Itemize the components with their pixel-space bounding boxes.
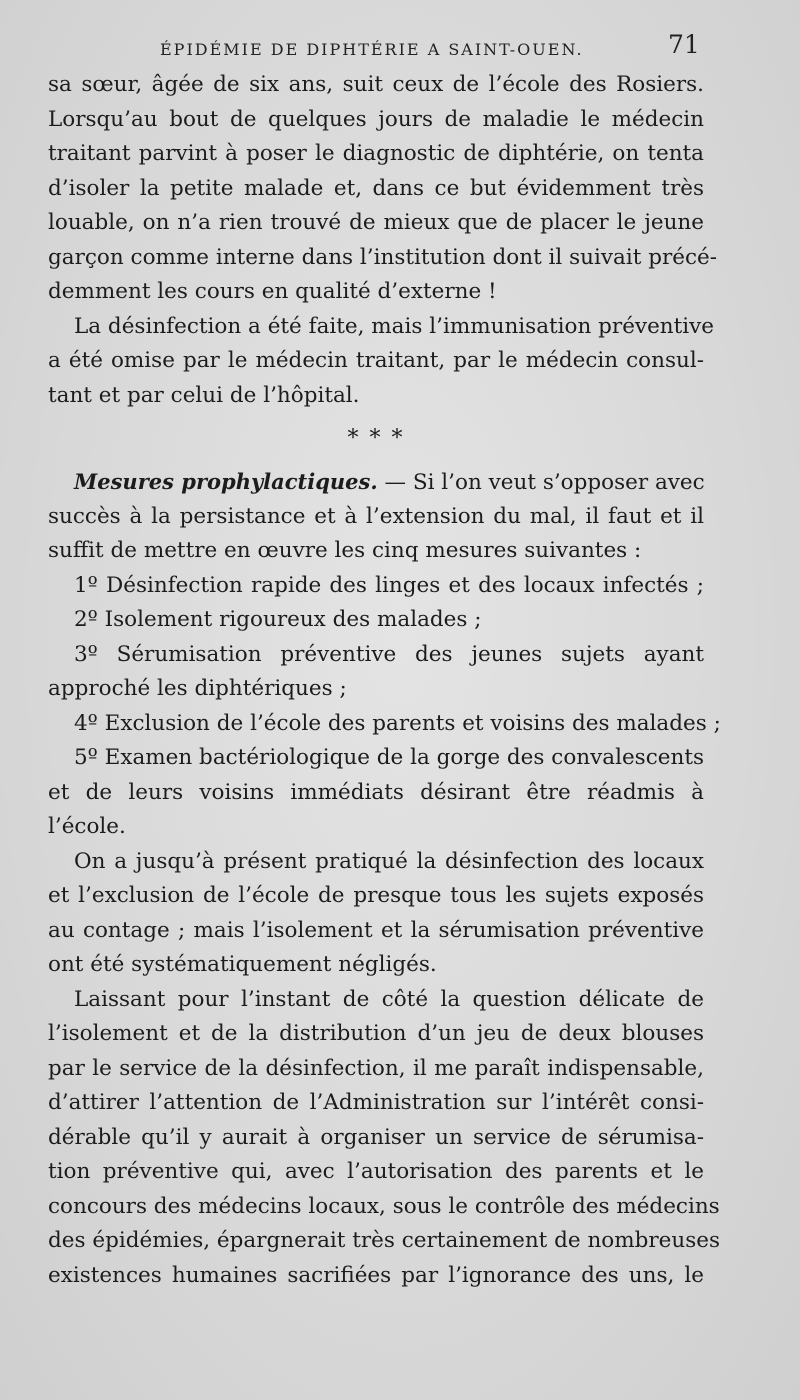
text-line: sa sœur, âgée de six ans, suit ceux de l’école des Rosiers.: [48, 72, 704, 97]
text-line: Laissant pour l’instant de côté la question délicate de: [74, 986, 704, 1012]
list-item: 3º Sérumisation préventive des jeunes sujets ayant: [74, 641, 704, 667]
text-line: On a jusqu’à présent pratiqué la désinfection des locaux: [74, 848, 704, 874]
text-line: approché les diphtériques ;: [48, 676, 347, 701]
text-line: demment les cours en qualité d’externe !: [48, 279, 497, 304]
text-line: a été omise par le médecin traitant, par le médecin consul-: [48, 348, 704, 373]
text-line: Lorsqu’au bout de quelques jours de maladie le médecin: [48, 106, 704, 132]
text-line: tant et par celui de l’hôpital.: [48, 382, 360, 408]
text-line: traitant parvint à poser le diagnostic de diphtérie, on tenta: [48, 141, 704, 166]
text-line: et l’exclusion de l’école de presque tous les sujets exposés: [48, 883, 704, 908]
section-separator: * * *: [347, 426, 405, 451]
list-item: 1º Désinfection rapide des linges et des locaux infectés ;: [74, 572, 704, 598]
text-line: d’isoler la petite malade et, dans ce but évidemment très: [48, 175, 704, 201]
text-line: tion préventive qui, avec l’autorisation des parents et le: [48, 1159, 704, 1184]
text-line: concours des médecins locaux, sous le contrôle des médecins: [48, 1193, 720, 1219]
body-text: [48, 68, 721, 1293]
text-line: l’école.: [48, 814, 126, 839]
text-line: suffit de mettre en œuvre les cinq mesures suivantes :: [48, 538, 642, 563]
list-item: 5º Examen bactériologique de la gorge des convalescents: [74, 745, 704, 770]
text-line: dérable qu’il y aurait à organiser un service de sérumisa-: [48, 1124, 704, 1150]
text-line: et de leurs voisins immédiats désirant être réadmis à: [48, 779, 704, 805]
list-item: 2º Isolement rigoureux des malades ;: [74, 607, 482, 632]
text-line: des épidémies, épargnerait très certainement de nombreuses: [48, 1228, 721, 1253]
text-line: La désinfection a été faite, mais l’immunisation préventive: [74, 313, 715, 339]
text-line: au contage ; mais l’isolement et la sérumisation préventive: [48, 917, 704, 943]
text-line: l’isolement et de la distribution d’un jeu de deux blouses: [48, 1021, 704, 1046]
text-line: ont été systématiquement négligés.: [48, 952, 437, 977]
text-line: par le service de la désinfection, il me paraît indispensable,: [48, 1055, 704, 1081]
section-heading: Mesures prophylactiques.: [74, 469, 378, 494]
page-number: 71: [668, 30, 700, 59]
text-line: garçon comme interne dans l’institution dont il suivait précé-: [48, 244, 717, 270]
text-line: d’attirer l’attention de l’Administration sur l’intérêt consi-: [48, 1090, 704, 1115]
section-heading-line: [48, 465, 704, 500]
text-line: succès à la persistance et à l’extension du mal, il faut et il: [48, 503, 704, 529]
text-line: louable, on n’a rien trouvé de mieux que de placer le jeune: [48, 210, 704, 235]
text-line: existences humaines sacrifiées par l’ignorance des uns, le: [48, 1262, 704, 1288]
page-header: [0, 28, 800, 68]
list-item: 4º Exclusion de l’école des parents et voisins des malades ;: [74, 710, 721, 736]
running-title: ÉPIDÉMIE DE DIPHTÉRIE A SAINT-OUEN.: [160, 40, 584, 59]
text-span: — Si l’on veut s’opposer avec: [384, 470, 705, 495]
